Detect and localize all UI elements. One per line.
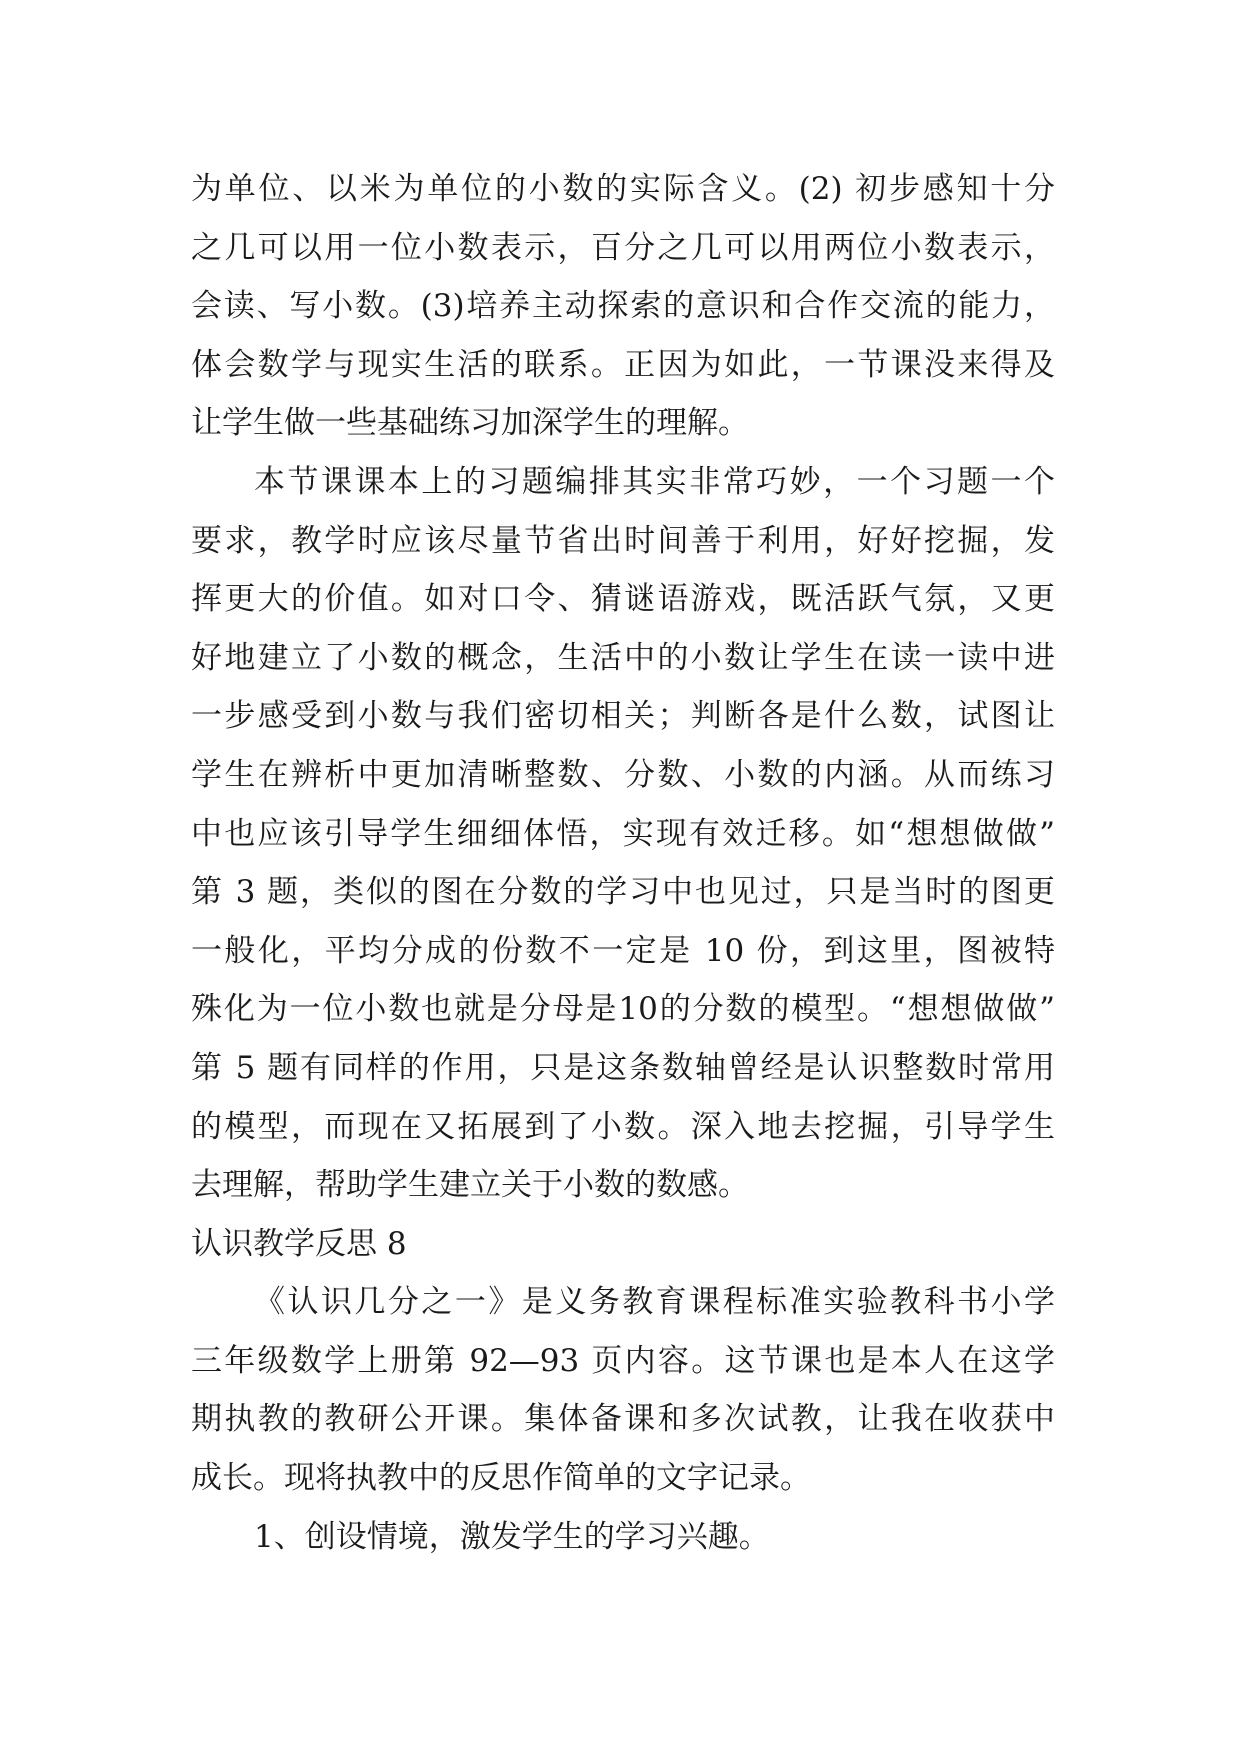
paragraph-2-line-9: 一般化，平均分成的份数不一定是 10 份，到这里，图被特 bbox=[191, 932, 1055, 969]
paragraph-1-line-2: 之几可以用一位小数表示，百分之几可以用两位小数表示， bbox=[191, 229, 1055, 266]
document-body bbox=[191, 160, 1055, 1566]
paragraph-3-line-2: 三年级数学上册第 92—93 页内容。这节课也是本人在这学 bbox=[191, 1342, 1055, 1379]
paragraph-2-line-3: 挥更大的价值。如对口令、猜谜语游戏，既活跃气氛，又更 bbox=[191, 581, 1055, 618]
section-title: 认识教学反思 8 bbox=[191, 1225, 407, 1262]
paragraph-2-line-2: 要求，教学时应该尽量节省出时间善于利用，好好挖掘，发 bbox=[191, 522, 1055, 559]
paragraph-1-line-1: 为单位、以米为单位的小数的实际含义。(2) 初步感知十分 bbox=[191, 171, 1055, 207]
paragraph-2-line-1: 本节课课本上的习题编排其实非常巧妙，一个习题一个 bbox=[254, 463, 1055, 500]
paragraph-2-line-8: 第 3 题，类似的图在分数的学习中也见过，只是当时的图更 bbox=[191, 874, 1055, 911]
paragraph-2-line-6: 学生在辨析中更加清晰整数、分数、小数的内涵。从而练习 bbox=[191, 756, 1055, 793]
paragraph-2-line-12: 的模型，而现在又拓展到了小数。深入地去挖掘，引导学生 bbox=[191, 1108, 1055, 1145]
paragraph-2-line-13: 去理解，帮助学生建立关于小数的数感。 bbox=[191, 1167, 749, 1204]
paragraph-2-line-5: 一步感受到小数与我们密切相关；判断各是什么数，试图让 bbox=[191, 698, 1055, 735]
paragraph-1-line-3: 会读、写小数。(3)培养主动探索的意识和合作交流的能力， bbox=[191, 288, 1055, 325]
list-item-1: 1、创设情境，激发学生的学习兴趣。 bbox=[254, 1518, 770, 1555]
paragraph-3-line-1: 《认识几分之一》是义务教育课程标准实验教科书小学 bbox=[254, 1284, 1055, 1321]
paragraph-1-line-5: 让学生做一些基础练习加深学生的理解。 bbox=[191, 405, 749, 442]
paragraph-3-line-4: 成长。现将执教中的反思作简单的文字记录。 bbox=[191, 1460, 811, 1497]
paragraph-2-line-7: 中也应该引导学生细细体悟，实现有效迁移。如“想想做做” bbox=[191, 815, 1055, 852]
paragraph-2-line-4: 好地建立了小数的概念，生活中的小数让学生在读一读中进 bbox=[191, 639, 1055, 676]
paragraph-2-line-10: 殊化为一位小数也就是分母是10的分数的模型。“想想做做” bbox=[191, 991, 1055, 1028]
paragraph-2-line-11: 第 5 题有同样的作用，只是这条数轴曾经是认识整数时常用 bbox=[191, 1049, 1055, 1086]
paragraph-1-line-4: 体会数学与现实生活的联系。正因为如此，一节课没来得及 bbox=[191, 346, 1055, 383]
paragraph-3-line-3: 期执教的教研公开课。集体备课和多次试教，让我在收获中 bbox=[191, 1401, 1055, 1438]
